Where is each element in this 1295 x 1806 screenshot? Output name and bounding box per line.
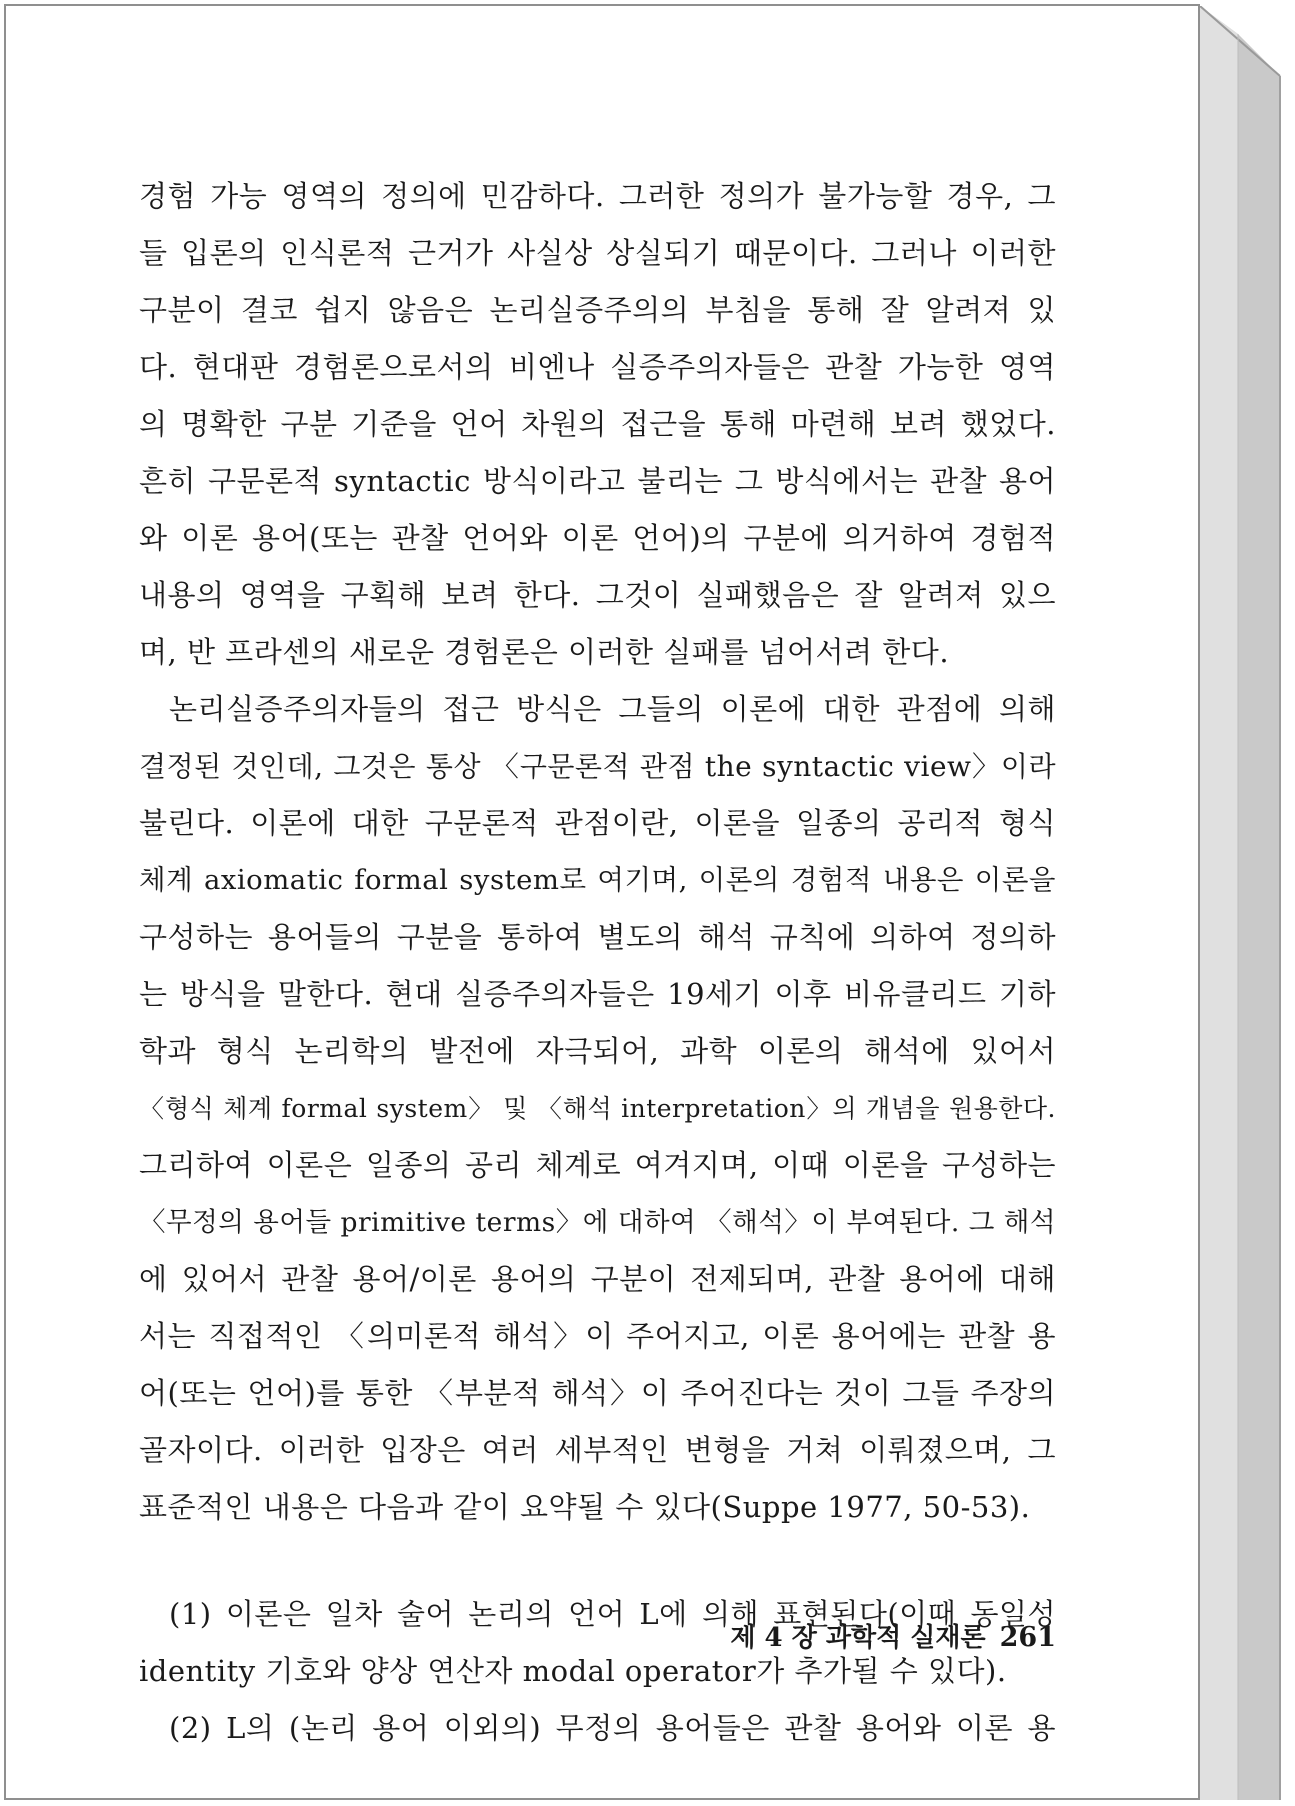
page-footer (700, 1617, 1056, 1654)
list-item-2: (2) L의 (논리 용어 이외의) 무정의 용어들은 관찰 용어와 이론 용 (169, 1711, 1056, 1745)
paragraph-start-line: 논리실증주의자들의 접근 방식은 그들의 이론에 대한 관점에 의해 (169, 692, 1056, 726)
text-line: 흔히 구문론적 syntactic 방식이라고 불리는 그 방식에서는 관찰 용어 (139, 464, 1056, 498)
text-line: 경험 가능 영역의 정의에 민감하다. 그러한 정의가 불가능할 경우, 그 (139, 179, 1056, 213)
text-line: 그리하여 이론은 일종의 공리 체계로 여겨지며, 이때 이론을 구성하는 (139, 1148, 1056, 1182)
paragraph-gap (139, 1536, 1056, 1586)
text-line: 서는 직접적인 〈의미론적 해석〉이 주어지고, 이론 용어에는 관찰 용 (139, 1319, 1056, 1353)
list-item-1: (1) 이론은 일차 술어 논리의 언어 L에 의해 표현된다(이때 동일성 (169, 1597, 1056, 1631)
text-line: 골자이다. 이러한 입장은 여러 세부적인 변형을 거쳐 이뤄졌으며, 그 (139, 1433, 1056, 1467)
text-line: 어(또는 언어)를 통한 〈부분적 해석〉이 주어진다는 것이 그들 주장의 (139, 1376, 1056, 1410)
text-line: 구성하는 용어들의 구분을 통하여 별도의 해석 규칙에 의하여 정의하 (139, 920, 1056, 954)
text-line: 들 입론의 인식론적 근거가 사실상 상실되기 때문이다. 그러나 이러한 (139, 236, 1056, 270)
text-line: 표준적인 내용은 다음과 같이 요약될 수 있다(Suppe 1977, 50-53). (139, 1490, 1031, 1524)
list-item-1-continued: identity 기호와 양상 연산자 modal operator가 추가될 수 있다). (139, 1654, 1007, 1688)
text-line: 구분이 결코 쉽지 않음은 논리실증주의의 부침을 통해 잘 알려져 있 (139, 293, 1056, 327)
text-line: 〈형식 체계 formal system〉 및 〈해석 interpretation〉의 개념을 원용한다. (139, 1094, 1056, 1123)
running-chapter-title: 제 4 장 과학적 실재론 (730, 1623, 986, 1653)
text-line: 결정된 것인데, 그것은 통상 〈구문론적 관점 the syntactic view〉이라 (139, 750, 1056, 783)
text-line: 는 방식을 말한다. 현대 실증주의자들은 19세기 이후 비유클리드 기하 (139, 977, 1056, 1011)
text-line: 불린다. 이론에 대한 구문론적 관점이란, 이론을 일종의 공리적 형식 (139, 806, 1056, 840)
text-line: 와 이론 용어(또는 관찰 언어와 이론 언어)의 구분에 의거하여 경험적 (139, 521, 1056, 555)
book-edge-shading (1200, 6, 1295, 1806)
text-line: 〈무정의 용어들 primitive terms〉에 대하여 〈해석〉이 부여된다. 그 해석 (139, 1207, 1056, 1238)
text-line: 에 있어서 관찰 용어/이론 용어의 구분이 전제되며, 관찰 용어에 대해 (139, 1262, 1056, 1296)
text-line: 의 명확한 구분 기준을 언어 차원의 접근을 통해 마련해 보려 했었다. (139, 407, 1056, 441)
text-line: 체계 axiomatic formal system로 여기며, 이론의 경험적 내용은 이론을 (139, 864, 1056, 896)
text-line: 내용의 영역을 구획해 보려 한다. 그것이 실패했음은 잘 알려져 있으 (139, 578, 1056, 612)
text-line: 다. 현대판 경험론으로서의 비엔나 실증주의자들은 관찰 가능한 영역 (139, 350, 1056, 384)
page-number: 261 (999, 1622, 1056, 1653)
text-line: 학과 형식 논리학의 발전에 자극되어, 과학 이론의 해석에 있어서 (139, 1034, 1056, 1068)
body-text (139, 168, 1056, 1757)
text-line: 며, 반 프라센의 새로운 경험론은 이러한 실패를 넘어서려 한다. (139, 635, 950, 669)
